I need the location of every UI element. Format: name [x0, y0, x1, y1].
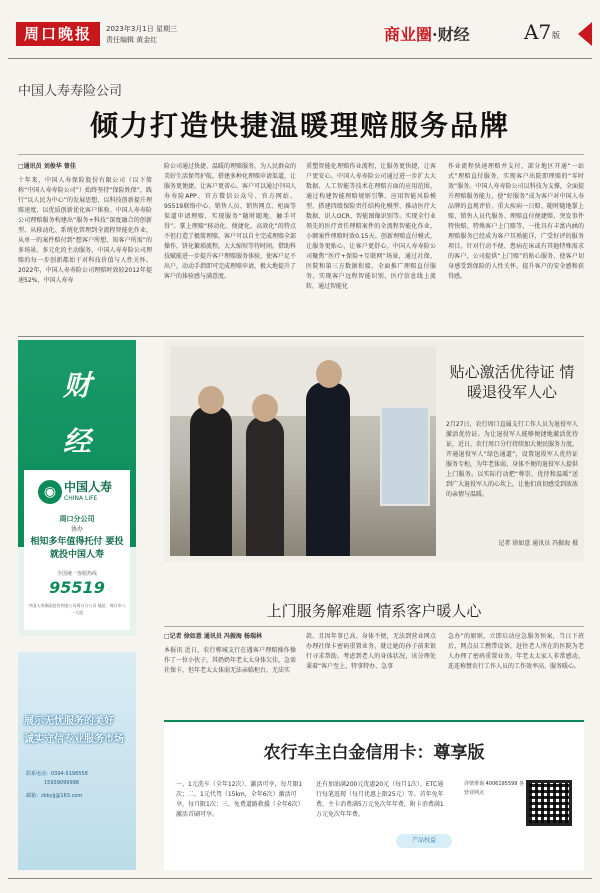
- person-head-shape: [198, 386, 224, 414]
- credit-card-benefits-1: 一、1元洗车（全年12次）、激活可享，每月限1次；二、1元代驾（15km，全年6次）激活可享，每月限1次；三、免费道路救援（全年6次）激活首刷可享。: [176, 781, 304, 818]
- article2-headline: 上门服务解难题 情系客户暖人心: [266, 602, 482, 620]
- article2-column-1: [164, 632, 296, 706]
- masthead: [8, 22, 592, 52]
- section-divider: [18, 336, 584, 337]
- article2-column-2: 款。且因年事已高、身体不便，无法到营业网点办理社保卡密码重置业务，就让她的孙子前来银行寻求帮助。考虑到老人的身体状况，该分理处秉着“客户至上、特事特办、急事: [306, 633, 436, 670]
- photo-story-title: 贴心激活优待证 情暖退役军人心: [449, 363, 575, 401]
- product-benefits-button: 产品权益: [396, 834, 452, 848]
- ad-line-1: 展示无忧服务的美好: [24, 716, 114, 727]
- article2-byline: □记者 徐如意 通讯员 冯振海 杨瑞林: [164, 633, 263, 640]
- ad-contact-email: 邮箱：zkbyjj@163.com: [26, 793, 83, 799]
- branch-name: 周口分公司: [59, 515, 95, 523]
- photo-credit: 记者 徐如意 通讯员 冯振海 摄: [498, 540, 578, 547]
- footer-divider: [8, 878, 592, 879]
- article-byline: □通讯员 刘俊华 曾佳: [18, 163, 76, 170]
- section-name-a: 商业圈: [384, 25, 433, 44]
- ad-contact-phone: 联系电话：0394-5196558: [26, 771, 88, 777]
- ad-slogan: 相知多年值得托付 要投就投中国人寿: [30, 537, 124, 560]
- issue-date: 2023年3月1日 星期三: [106, 25, 177, 33]
- person-head-shape: [252, 394, 278, 422]
- article-headline: 倾力打造快捷温暖理赔服务品牌: [89, 109, 510, 142]
- person-shape: [190, 406, 232, 556]
- bottom-left-ad: [18, 652, 136, 870]
- china-life-ad: [18, 340, 136, 636]
- hotline-label: 全国统一客服热线: [56, 571, 97, 577]
- article-column-1: [18, 162, 152, 332]
- article-kicker: 中国人寿寿险公司: [18, 84, 123, 99]
- atm-kiosk-shape: [380, 406, 430, 506]
- ad-character-jing: 经: [62, 425, 91, 458]
- article2-column-3: 急办”的原则，立即启动应急服务预案，当日下班后，网点员工携带设备，赶往老人所在的医院为老人办理了密码重置业务。年老太太家人非常感动，连连称赞农行工作人员的工作效率高、服务暖心。: [448, 633, 584, 670]
- credit-card-ad: [164, 720, 584, 870]
- photo-story-text: 2月27日，农行周口直属支行工作人员为退役军人激活优待证。为让退役军人能够便捷地激活优待证，近日，农行周口分行持续加大便民服务力度，开通退役军人“绿色通道”，设置退役军人优待证服务专柜，为年老体弱、身体不便的退役军人提供上门服务。以实际行动把“尊崇、优待和温暖”送到广大退役军人的心坎上，让他们真切感受到浓浓的亲情与温暖。: [446, 421, 579, 498]
- newspaper-logo: 周口晚报: [16, 22, 100, 46]
- ad-inner-card: [24, 470, 130, 630]
- credit-card-contact: 详情垂询 4006195599 各营业网点: [464, 781, 524, 796]
- section-name: [384, 22, 470, 45]
- person-shape: [306, 382, 350, 556]
- qr-code-icon: [526, 780, 572, 826]
- headline-divider: [18, 154, 584, 155]
- news-photo: [170, 346, 436, 556]
- photo-story: [164, 340, 584, 562]
- article2-divider: [164, 626, 584, 627]
- ad-character-cai: 财: [62, 369, 91, 402]
- article-column-3: 重塑智能化理赔作业流程，让服务更快捷，让客户更安心。中国人寿寿险公司通过进一步扩大大数据、人工智能等技术在理赔方面的应用范围，通过构建智能理赔规则引擎、应用智能风险模型、搭建四级保险责任结构化模型、推动医疗大数据、识人OCR、智能图像识别等。实现全行业领先的医疗责任理赔案件的全流程智能化作业，小额案件理赔时效0.15天。创新理赔直付模式，让服务更贴心，让客户更舒心。中国人寿寿险公司聚焦“医疗+保险+互联网”场景，通过社保、医院和第三方数据衔接，全面推广理赔直付服务。实现客户远程智能识别、医疗信息线上流转，通过智能化: [306, 163, 436, 290]
- person-shape: [246, 416, 284, 556]
- article-column-4: 作业流程快速理赔并支付，部分地区开通“一站式”理赔直付服务，实现客户出院即理赔的“零时效”服务。中国人寿寿险公司以科技为支撑，全面提升理赔服务能力，使“好服务”成为客户对中国人寿品牌的直观评价。重大疾病一日赔、随时随地掌上赔、销售人员代服务、理赔直付便捷赔、突发事件特快赔、特殊客户上门赔等，一批具有丰富内涵的理赔服务已经成为客户耳熟能详，广受好评的服务项目。针对行动不便、患病在床或有其他特殊需求的客户，公司提供“上门赔”的贴心服务，使客户切身感受到保险的人性关怀，提升客户的安全感和获得感。: [448, 163, 584, 280]
- ad-line-2: 诚实守信专业服务市场: [24, 734, 124, 745]
- article2-column-text: 本报讯 近日，农行郸城支行在遇客户理赔操作操作了一位小伙子，其奶奶年老太太身体欠佳，急需社保卡，但年老太太体弱无法亲临柜台，无法实: [164, 647, 296, 674]
- person-head-shape: [316, 360, 342, 388]
- hotline-number: 95519: [49, 578, 105, 597]
- article-column-text: 十年来，中国人寿保险股份有限公司（以下简称“中国人寿寿险公司”）始终坚持“保险姓保”，践行“以人民为中心”的发展思想，以科技创新提升理赔速度，以优质创新优化客户体验。中国人寿寿险公司理赔服务构建出“服务+科技”深度融合的创新型、从移动化、系统化管理到全流程智能化作业，从单一的案件赔付到“想客户所想、知客户所需”的多场景、多元化的主动服务，中国人寿寿险公司理赔的每一步创新都始于对科技价值与人性关怀。2022年，中国人寿寿险公司理赔时效较2012年提速52%，中国人寿寿: [18, 177, 152, 284]
- credit-card-ad-title: 农行车主白金信用卡：尊享版: [263, 743, 485, 763]
- ad-footer: 中国人寿保险股份有限公司周口分公司 地址：周口市八一大道: [28, 603, 126, 615]
- section-name-b: ·财经: [432, 25, 470, 44]
- brand-name-cn: 中国人寿: [64, 480, 113, 494]
- masthead-divider: [8, 58, 592, 59]
- ad-contact-mobile: 15939099998: [44, 780, 79, 786]
- brand-name-en: CHINA LIFE: [64, 495, 98, 502]
- page-number: A7: [524, 20, 552, 44]
- china-life-logo-icon: ◉: [38, 480, 62, 504]
- arrow-left-icon: [578, 22, 592, 46]
- editor-line: 责任编辑 黄金红: [106, 36, 158, 44]
- credit-card-benefits-2: 还有加油满200元优惠20元（每月1次）、ETC通行每笔返现（每月优惠上限25元）等。首年免年费，主卡消费满5万元免次年年费，附卡消费满1万元免次年年费。: [316, 781, 444, 818]
- article-column-2: 险公司通过快捷、温暖的理赔服务，为人民群众的美好生活保驾护航。搭建多种化理赔申请渠道，让服务更便捷。让客户更省心。客户可以通过中国人寿寿险APP、官方微信公众号、官方网站、95519联络中心、销售人员、销售网点、柜面等渠道申请理赔，实现服务“随时随地、触手可得”。掌上理赔“移动化、便捷化、高效化”的特点不但打造了极简理赔，客户可以自主完成理赔全部操作，饼化繁琐流程，大大缩短等待时间。借助科技赋能进一步提升客户理赔服务体验，使客户足不出户，动动手指即可完成理赔申请，极大地提升了客户的体验感与满意度。: [164, 163, 296, 280]
- page-ban-label: 版: [552, 31, 560, 40]
- co-organizer-label: 协办: [70, 526, 83, 533]
